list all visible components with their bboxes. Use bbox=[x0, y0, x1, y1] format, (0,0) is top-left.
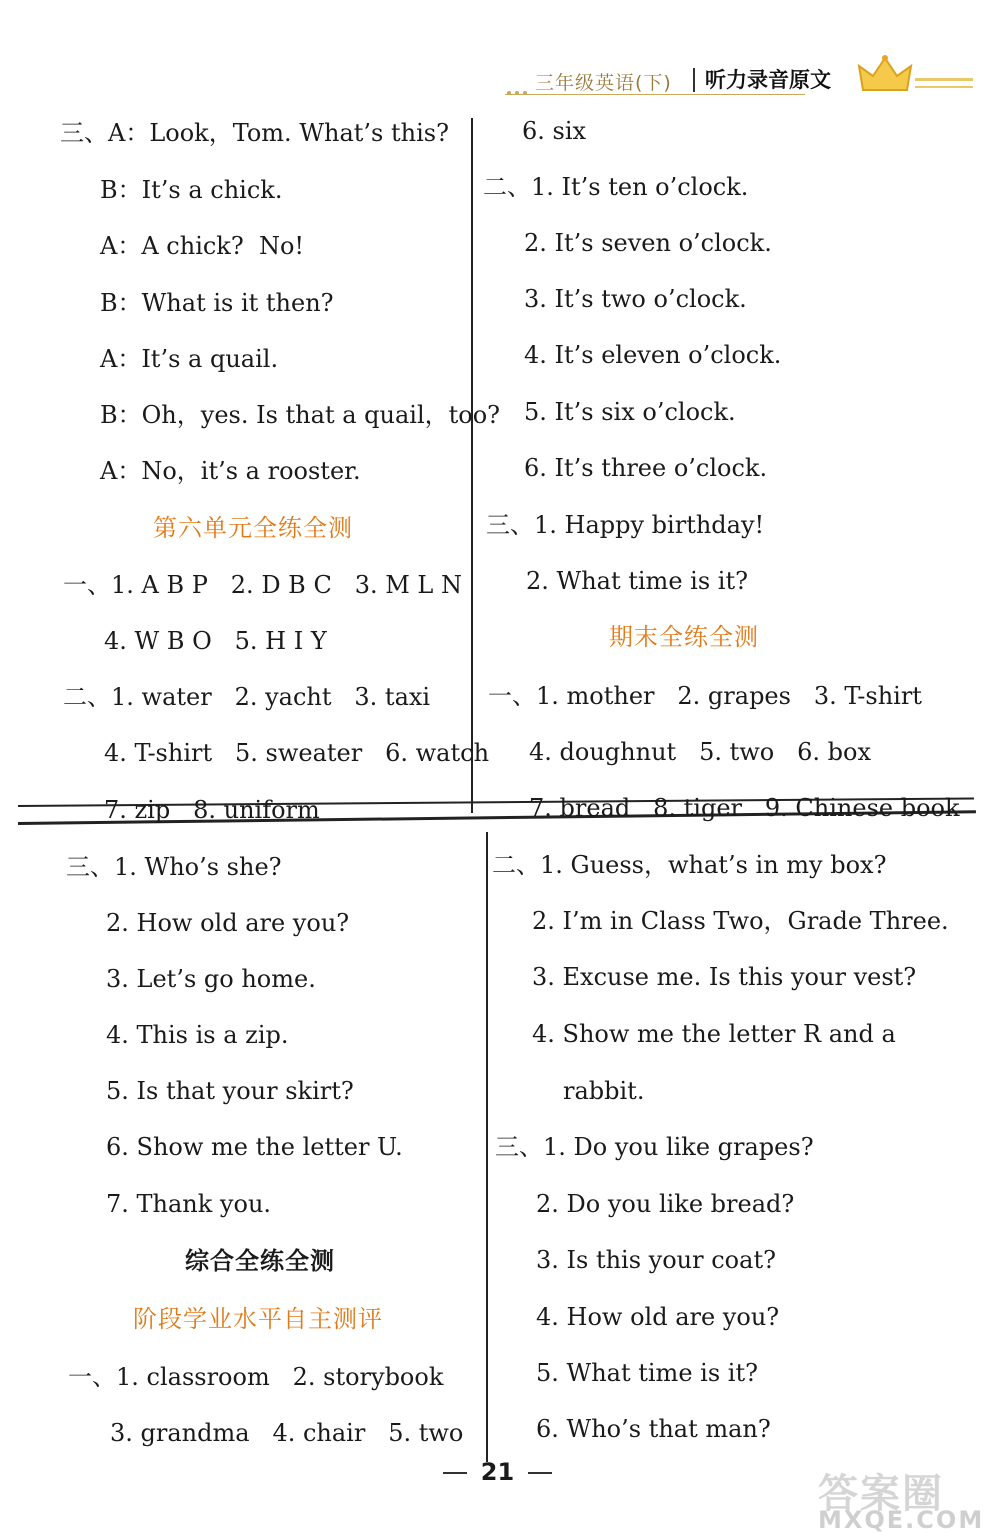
answer-line: 5. Is that your skirt? bbox=[106, 1077, 354, 1105]
answer-line: 一、1. A B P 2. D B C 3. M L N bbox=[63, 571, 462, 599]
answer-line: 三、1. Who’s she? bbox=[66, 853, 282, 881]
answer-line: 2. It’s seven o’clock. bbox=[524, 229, 772, 257]
answer-line: 5. It’s six o’clock. bbox=[524, 398, 736, 426]
stage-title: 阶段学业水平自主测评 bbox=[133, 1305, 383, 1333]
crown-icon bbox=[855, 52, 915, 96]
dialogue-line: 三、A：Look，Tom. What’s this? bbox=[60, 119, 449, 147]
answer-line: 2. I’m in Class Two，Grade Three. bbox=[532, 907, 949, 935]
final-test-title: 期末全练全测 bbox=[609, 623, 759, 651]
answer-line: 二、1. water 2. yacht 3. taxi bbox=[63, 683, 431, 711]
footer-dash bbox=[443, 1472, 467, 1474]
answer-line: 6. Show me the letter U. bbox=[106, 1133, 403, 1161]
dialogue-line: B：Oh，yes. Is that a quail，too? bbox=[100, 401, 501, 429]
watermark bbox=[818, 1462, 985, 1534]
answer-line: 三、1. Do you like grapes? bbox=[495, 1133, 814, 1161]
answer-line: 4. T-shirt 5. sweater 6. watch bbox=[104, 739, 490, 767]
answer-line: 3. Let’s go home. bbox=[106, 965, 316, 993]
dialogue-line: A：It’s a quail. bbox=[100, 345, 279, 373]
answer-line: 一、1. mother 2. grapes 3. T-shirt bbox=[488, 682, 922, 710]
header-separator bbox=[693, 68, 695, 92]
answer-line: rabbit. bbox=[563, 1077, 645, 1105]
answer-line: 2. How old are you? bbox=[106, 909, 350, 937]
book-title: 三年级英语(下) bbox=[535, 72, 672, 94]
answer-line: 三、1. Happy birthday! bbox=[486, 511, 765, 539]
answer-line: 3. Excuse me. Is this your vest? bbox=[532, 963, 917, 991]
answer-line: 4. W B O 5. H I Y bbox=[104, 627, 327, 655]
answer-line: 二、1. It’s ten o’clock. bbox=[483, 173, 749, 201]
answer-line: 6. Who’s that man? bbox=[536, 1415, 771, 1443]
watermark-logo: 答案圈 bbox=[818, 1471, 944, 1517]
column-divider bbox=[471, 118, 473, 813]
page-number: 21 bbox=[480, 1458, 515, 1486]
answer-line: 7. zip 8. uniform bbox=[104, 796, 320, 824]
answer-line: 7. Thank you. bbox=[106, 1190, 272, 1218]
header-decoration bbox=[915, 78, 973, 81]
answer-line: 5. What time is it? bbox=[536, 1359, 758, 1387]
dialogue-line: B：It’s a chick. bbox=[100, 176, 283, 204]
answer-line: 4. It’s eleven o’clock. bbox=[524, 341, 782, 369]
answer-line: 4. How old are you? bbox=[536, 1303, 780, 1331]
column-divider bbox=[486, 832, 488, 1462]
answer-line: 4. Show me the letter R and a bbox=[532, 1020, 896, 1048]
answer-line: 2. What time is it? bbox=[526, 567, 748, 595]
dialogue-line: A：A chick? No! bbox=[100, 232, 305, 260]
dialogue-line: B：What is it then? bbox=[100, 289, 334, 317]
comprehensive-title: 综合全练全测 bbox=[185, 1247, 335, 1275]
footer-dash bbox=[528, 1472, 552, 1474]
answer-line: 6. six bbox=[522, 117, 587, 145]
answer-line: 4. This is a zip. bbox=[106, 1021, 289, 1049]
unit6-title: 第六单元全练全测 bbox=[153, 514, 353, 542]
page-header bbox=[505, 58, 975, 100]
answer-line: 二、1. Guess，what’s in my box? bbox=[492, 851, 887, 879]
answer-line: 3. grandma 4. chair 5. two bbox=[110, 1419, 464, 1447]
answer-line: 7. bread 8. tiger 9. Chinese book bbox=[529, 794, 960, 822]
answer-line: 4. doughnut 5. two 6. box bbox=[529, 738, 871, 766]
header-decoration bbox=[915, 86, 973, 88]
answer-line: 一、1. classroom 2. storybook bbox=[68, 1363, 444, 1391]
answer-line: 3. Is this your coat? bbox=[536, 1246, 776, 1274]
answer-line: 2. Do you like bread? bbox=[536, 1190, 795, 1218]
dialogue-line: A：No，it’s a rooster. bbox=[100, 457, 361, 485]
section-heading: 听力录音原文 bbox=[705, 68, 831, 92]
answer-line: 6. It’s three o’clock. bbox=[524, 454, 768, 482]
watermark-url: MXQE.COM bbox=[818, 1506, 985, 1534]
answer-line: 3. It’s two o’clock. bbox=[524, 285, 747, 313]
